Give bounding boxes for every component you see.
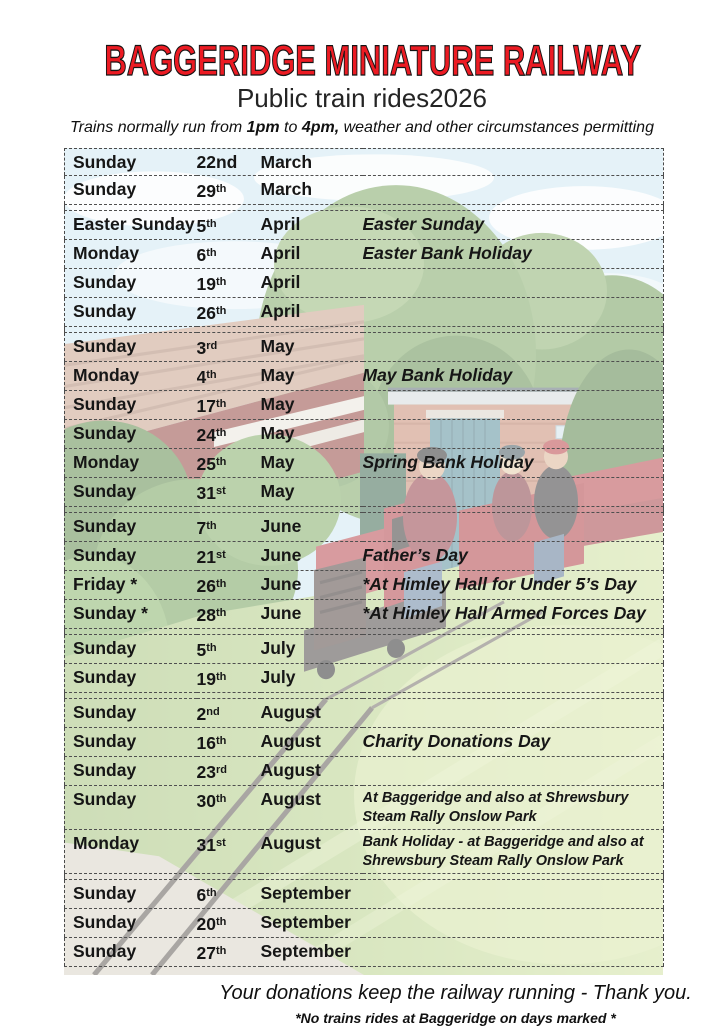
month-cell: May	[261, 361, 363, 390]
tagline	[0, 119, 724, 137]
day-cell: Monday	[65, 239, 197, 268]
month-cell: May	[261, 419, 363, 448]
note-cell	[363, 698, 664, 727]
table-row	[65, 663, 664, 692]
note-cell: *At Himley Hall for Under 5’s Day	[363, 570, 664, 599]
table-row	[65, 698, 664, 727]
month-cell: September	[261, 937, 363, 966]
table-row	[65, 512, 664, 541]
date-cell: 26th	[197, 297, 261, 326]
note-cell	[363, 512, 664, 541]
note-cell	[363, 634, 664, 663]
date-cell: 4th	[197, 361, 261, 390]
date-cell: 26th	[197, 570, 261, 599]
table-row	[65, 829, 664, 873]
day-cell: Sunday	[65, 419, 197, 448]
tagline-text: to	[279, 118, 302, 136]
day-cell: Sunday	[65, 175, 197, 204]
table-row	[65, 570, 664, 599]
day-cell: Sunday *	[65, 599, 197, 628]
note-cell: *At Himley Hall Armed Forces Day	[363, 599, 664, 628]
day-cell: Sunday	[65, 148, 197, 175]
day-cell: Sunday	[65, 727, 197, 756]
day-cell: Friday *	[65, 570, 197, 599]
month-cell: August	[261, 698, 363, 727]
month-cell: June	[261, 541, 363, 570]
day-cell: Sunday	[65, 663, 197, 692]
date-cell: 28th	[197, 599, 261, 628]
date-cell: 23rd	[197, 756, 261, 785]
day-cell: Sunday	[65, 297, 197, 326]
table-row	[65, 634, 664, 663]
date-cell: 3rd	[197, 332, 261, 361]
table-row	[65, 448, 664, 477]
tagline-text: Trains normally run from	[70, 118, 247, 136]
day-cell: Easter Sunday	[65, 210, 197, 239]
note-cell	[363, 390, 664, 419]
month-cell: May	[261, 477, 363, 506]
footer	[64, 982, 724, 1026]
day-cell: Sunday	[65, 785, 197, 829]
table-row	[65, 937, 664, 966]
date-cell: 25th	[197, 448, 261, 477]
table-row	[65, 756, 664, 785]
day-cell: Sunday	[65, 541, 197, 570]
day-cell: Monday	[65, 448, 197, 477]
note-cell	[363, 477, 664, 506]
day-cell: Sunday	[65, 268, 197, 297]
month-cell: April	[261, 239, 363, 268]
table-row	[65, 785, 664, 829]
note-cell	[363, 756, 664, 785]
note-cell: At Baggeridge and also at Shrewsbury Steam Rally Onslow Park	[363, 785, 664, 829]
day-cell: Sunday	[65, 512, 197, 541]
date-cell: 5th	[197, 634, 261, 663]
table-row	[65, 239, 664, 268]
day-cell: Sunday	[65, 634, 197, 663]
table-row	[65, 390, 664, 419]
month-cell: May	[261, 448, 363, 477]
table-row	[65, 175, 664, 204]
month-cell: August	[261, 727, 363, 756]
table-row	[65, 879, 664, 908]
note-cell	[363, 419, 664, 448]
day-cell: Sunday	[65, 698, 197, 727]
asterisk-footnote: *No trains rides at Baggeridge on days marked *	[295, 1009, 616, 1026]
table-row	[65, 908, 664, 937]
note-cell	[363, 148, 664, 175]
note-cell	[363, 268, 664, 297]
month-cell: April	[261, 268, 363, 297]
month-cell: August	[261, 756, 363, 785]
date-cell: 2nd	[197, 698, 261, 727]
tagline-text: weather and other circumstances permitting	[339, 118, 654, 136]
date-cell: 31st	[197, 477, 261, 506]
month-cell: May	[261, 390, 363, 419]
date-cell: 21st	[197, 541, 261, 570]
schedule-table-body	[65, 148, 664, 966]
note-cell	[363, 937, 664, 966]
note-cell	[363, 297, 664, 326]
table-row	[65, 541, 664, 570]
month-cell: June	[261, 570, 363, 599]
note-cell: May Bank Holiday	[363, 361, 664, 390]
note-cell	[363, 175, 664, 204]
day-cell: Sunday	[65, 390, 197, 419]
day-cell: Sunday	[65, 477, 197, 506]
note-cell	[363, 908, 664, 937]
day-cell: Monday	[65, 361, 197, 390]
date-cell: 19th	[197, 268, 261, 297]
note-cell	[363, 879, 664, 908]
date-cell: 6th	[197, 239, 261, 268]
table-row	[65, 148, 664, 175]
table-row	[65, 332, 664, 361]
note-cell: Bank Holiday - at Baggeridge and also at Shrewsbury Steam Rally Onslow Park	[363, 829, 664, 873]
month-cell: September	[261, 908, 363, 937]
subtitle: Public train rides2026	[236, 83, 488, 113]
day-cell: Sunday	[65, 937, 197, 966]
month-cell: August	[261, 829, 363, 873]
date-cell: 22nd	[197, 148, 261, 175]
tagline-time-start: 1pm	[246, 118, 280, 136]
note-cell: Spring Bank Holiday	[363, 448, 664, 477]
date-cell: 7th	[197, 512, 261, 541]
month-cell: June	[261, 599, 363, 628]
table-row	[65, 297, 664, 326]
schedule-table	[64, 148, 664, 967]
day-cell: Sunday	[65, 908, 197, 937]
month-cell: July	[261, 634, 363, 663]
date-cell: 24th	[197, 419, 261, 448]
month-cell: March	[261, 148, 363, 175]
date-cell: 5th	[197, 210, 261, 239]
date-cell: 6th	[197, 879, 261, 908]
tagline-time-end: 4pm,	[301, 118, 340, 136]
table-row	[65, 419, 664, 448]
schedule-area	[64, 148, 663, 975]
day-cell: Sunday	[65, 332, 197, 361]
date-cell: 27th	[197, 937, 261, 966]
donation-message: Your donations keep the railway running - Thank you.	[219, 981, 692, 1004]
table-row	[65, 477, 664, 506]
table-row	[65, 361, 664, 390]
header	[0, 0, 724, 137]
page-title: BAGGERIDGE MINIATURE RAILWAY	[104, 37, 642, 85]
date-cell: 31st	[197, 829, 261, 873]
table-row	[65, 210, 664, 239]
month-cell: August	[261, 785, 363, 829]
date-cell: 29th	[197, 175, 261, 204]
note-cell	[363, 663, 664, 692]
table-row	[65, 268, 664, 297]
note-cell: Easter Sunday	[363, 210, 664, 239]
month-cell: April	[261, 210, 363, 239]
day-cell: Sunday	[65, 879, 197, 908]
table-row	[65, 599, 664, 628]
month-cell: June	[261, 512, 363, 541]
day-cell: Sunday	[65, 756, 197, 785]
date-cell: 17th	[197, 390, 261, 419]
month-cell: March	[261, 175, 363, 204]
day-cell: Monday	[65, 829, 197, 873]
month-cell: May	[261, 332, 363, 361]
date-cell: 20th	[197, 908, 261, 937]
month-cell: July	[261, 663, 363, 692]
date-cell: 30th	[197, 785, 261, 829]
date-cell: 16th	[197, 727, 261, 756]
date-cell: 19th	[197, 663, 261, 692]
month-cell: April	[261, 297, 363, 326]
note-cell: Father’s Day	[363, 541, 664, 570]
table-row	[65, 727, 664, 756]
month-cell: September	[261, 879, 363, 908]
note-cell	[363, 332, 664, 361]
note-cell: Easter Bank Holiday	[363, 239, 664, 268]
note-cell: Charity Donations Day	[363, 727, 664, 756]
